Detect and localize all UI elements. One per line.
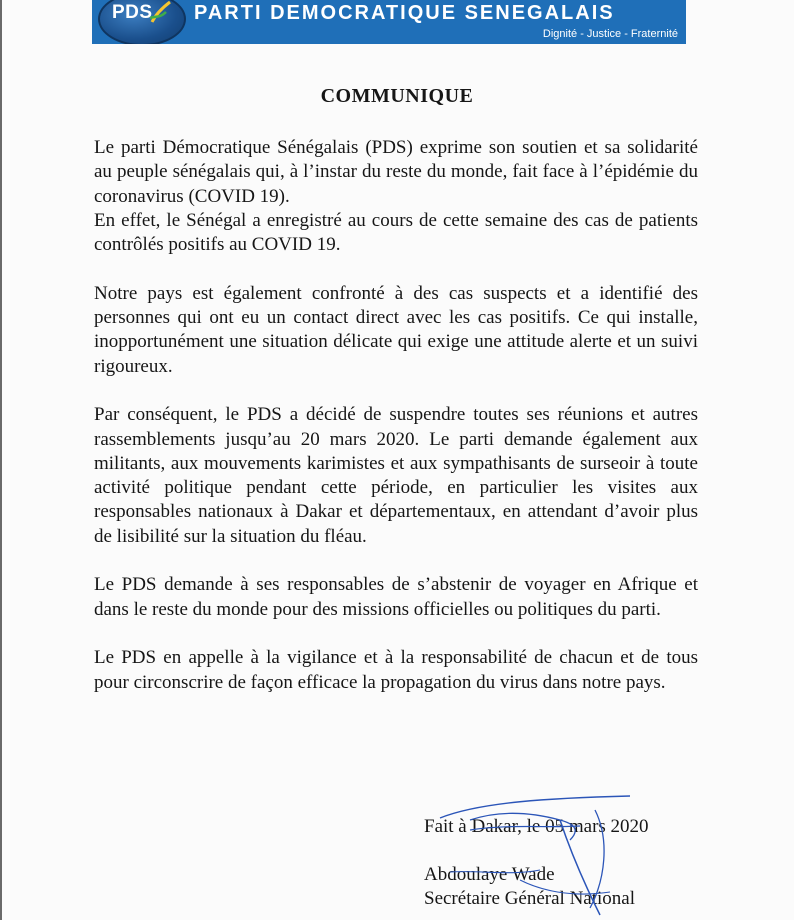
paragraph-2: En effet, le Sénégal a enregistré au cours de cette semaine des cas de patients contrôlés positifs au COVID 19. xyxy=(94,209,698,256)
paragraph-5: Le PDS demande à ses responsables de s’abstenir de voyager en Afrique et dans le reste du monde pour des missions officielles ou politiques du parti. xyxy=(94,574,698,620)
logo-swoosh-icon xyxy=(148,0,172,26)
signatory-name: Abdoulaye Wade xyxy=(424,864,555,885)
logo-text: PDS xyxy=(112,2,153,23)
place-and-date: Fait à Dakar, le 05 mars 2020 xyxy=(424,816,649,837)
document-title: COMMUNIQUE xyxy=(320,85,474,107)
letterhead-banner xyxy=(92,0,686,44)
document-body xyxy=(94,136,698,719)
signatory-role: Secrétaire Général National xyxy=(424,888,635,909)
party-name: PARTI DEMOCRATIQUE SENEGALAIS xyxy=(194,2,615,24)
paragraph-4: Par conséquent, le PDS a décidé de suspendre toutes ses réunions et autres rassemblements jusqu’au 20 mars 2020. Le parti demande également aux militants, aux mouvements karimistes et aux sympathisants de surseoir à toute activité politique pendant cette période, en particulier les visites aux responsables nationaux à Dakar et départementaux, en attendant d’avoir plus de lisibilité sur la situation du fléau. xyxy=(94,404,698,547)
paragraph-1: Le parti Démocratique Sénégalais (PDS) exprime son soutien et sa solidarité au peuple sénégalais qui, à l’instar du reste du monde, fait face à l’épidémie du coronavirus (COVID 19). xyxy=(94,137,698,207)
paragraph-6: Le PDS en appelle à la vigilance et à la responsabilité de chacun et de tous pour circonscrire de façon efficace la propagation du virus dans notre pays. xyxy=(94,647,698,693)
party-logo xyxy=(98,0,186,44)
page-edge xyxy=(0,0,2,920)
paragraph-3: Notre pays est également confronté à des cas suspects et a identifié des personnes qui ont eu un contact direct avec les cas positifs. Ce qui installe, inopportunément une situation délicate qui exige une attitude alerte et un suivi rigoureux. xyxy=(94,282,698,377)
party-motto: Dignité - Justice - Fraternité xyxy=(542,28,678,40)
